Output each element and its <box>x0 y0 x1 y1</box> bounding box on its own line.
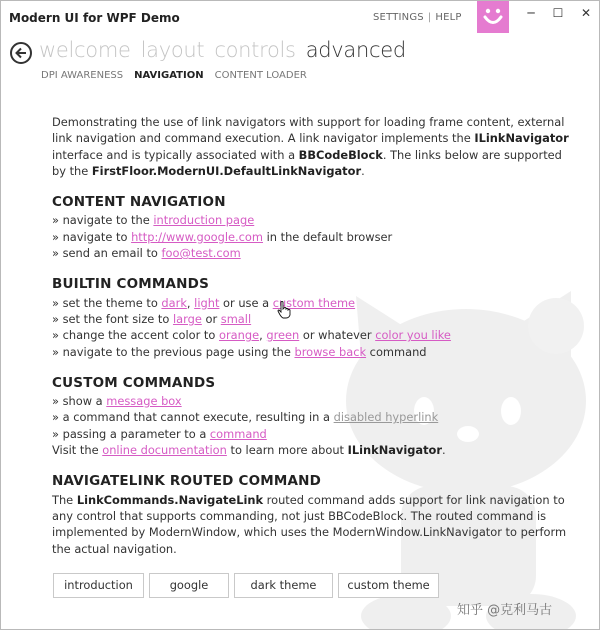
email-link[interactable]: foo@test.com <box>161 246 241 261</box>
tab-navigation[interactable]: NAVIGATION <box>134 70 204 81</box>
routed-paragraph: The LinkCommands.NavigateLink routed command adds support for link navigation to any control that supports commanding, not just BBCodeBlock. The routed command is implemented by ModernWindow, which uses the ModernWindow.LinkNavigator to perform the actual navigation. <box>52 492 567 556</box>
online-documentation-link[interactable]: online documentation <box>102 443 227 458</box>
list-item: » a command that cannot execute, resulting in a disabled hyperlink <box>52 410 439 425</box>
smiley-logo-icon <box>477 1 509 33</box>
font-large-link[interactable]: large <box>172 311 202 326</box>
message-box-link[interactable]: message box <box>106 394 182 409</box>
hand-cursor-icon <box>277 301 291 319</box>
accent-custom-link[interactable]: color you like <box>375 328 451 343</box>
menu-item-advanced[interactable]: advanced <box>305 38 406 62</box>
minimize-button[interactable]: ─ <box>527 6 535 20</box>
custom-theme-button[interactable]: custom theme <box>338 573 439 598</box>
sub-menu <box>41 70 318 81</box>
google-link[interactable]: http://www.google.com <box>131 229 263 244</box>
close-button[interactable]: ✕ <box>580 6 592 20</box>
routed-command-heading: NAVIGATELINK ROUTED COMMAND <box>52 473 322 490</box>
custom-commands-heading: CUSTOM COMMANDS <box>52 374 216 391</box>
settings-link[interactable]: SETTINGS <box>373 12 424 23</box>
list-item: » navigate to http://www.google.com in the default browser <box>52 229 393 244</box>
main-menu <box>39 38 416 62</box>
list-item: » set the theme to dark, light or use a custom theme <box>52 295 356 310</box>
content-navigation-heading: CONTENT NAVIGATION <box>52 194 226 211</box>
intro-paragraph: Demonstrating the use of link navigators with support for loading frame content, external link navigation and command execution. A link navigator implements the ILinkNavigator interface and is typically associated with a BBCodeBlock. The links below are supported by the FirstFloor.ModernUI.DefaultLinkNavigator. <box>52 115 569 178</box>
list-item: » navigate to the previous page using the browse back command <box>52 344 427 359</box>
dark-theme-button[interactable]: dark theme <box>234 573 333 598</box>
help-link[interactable]: HELP <box>435 12 462 23</box>
google-button[interactable]: google <box>149 573 229 598</box>
disabled-hyperlink: disabled hyperlink <box>333 410 439 425</box>
accent-green-link[interactable]: green <box>266 328 300 343</box>
accent-orange-link[interactable]: orange <box>219 328 260 343</box>
top-links-separator: | <box>427 12 432 23</box>
list-item: » change the accent color to orange, green or whatever color you like <box>52 328 451 343</box>
tab-content-loader[interactable]: CONTENT LOADER <box>214 70 307 81</box>
list-item: » send an email to foo@test.com <box>52 246 241 261</box>
dark-theme-link[interactable]: dark <box>161 295 187 310</box>
menu-item-layout[interactable]: layout <box>140 38 205 62</box>
tab-dpi-awareness[interactable]: DPI AWARENESS <box>41 70 124 81</box>
light-theme-link[interactable]: light <box>194 295 220 310</box>
list-item: » show a message box <box>52 394 182 409</box>
browse-back-link[interactable]: browse back <box>294 344 367 359</box>
top-links <box>373 12 462 23</box>
list-item: » navigate to the introduction page <box>52 213 255 228</box>
introduction-page-link[interactable]: introduction page <box>153 213 255 228</box>
menu-item-welcome[interactable]: welcome <box>39 38 131 62</box>
list-item: » passing a parameter to a command <box>52 426 267 441</box>
font-small-link[interactable]: small <box>220 311 252 326</box>
menu-item-controls[interactable]: controls <box>214 38 296 62</box>
builtin-commands-heading: BUILTIN COMMANDS <box>52 276 209 293</box>
footer-watermark-text: 知乎 @克利马古 <box>457 603 553 618</box>
maximize-button[interactable]: ☐ <box>552 6 564 20</box>
list-item: » set the font size to large or small <box>52 311 252 326</box>
main-content <box>52 114 572 557</box>
back-button[interactable] <box>10 42 32 64</box>
title-bar[interactable] <box>1 1 600 35</box>
back-arrow-icon <box>15 47 27 59</box>
visit-paragraph: Visit the online documentation to learn more about ILinkNavigator. <box>52 443 446 458</box>
introduction-button[interactable]: introduction <box>53 573 144 598</box>
custom-theme-link[interactable]: custom theme <box>272 295 356 310</box>
command-link[interactable]: command <box>209 426 267 441</box>
window-title: Modern UI for WPF Demo <box>9 11 180 25</box>
